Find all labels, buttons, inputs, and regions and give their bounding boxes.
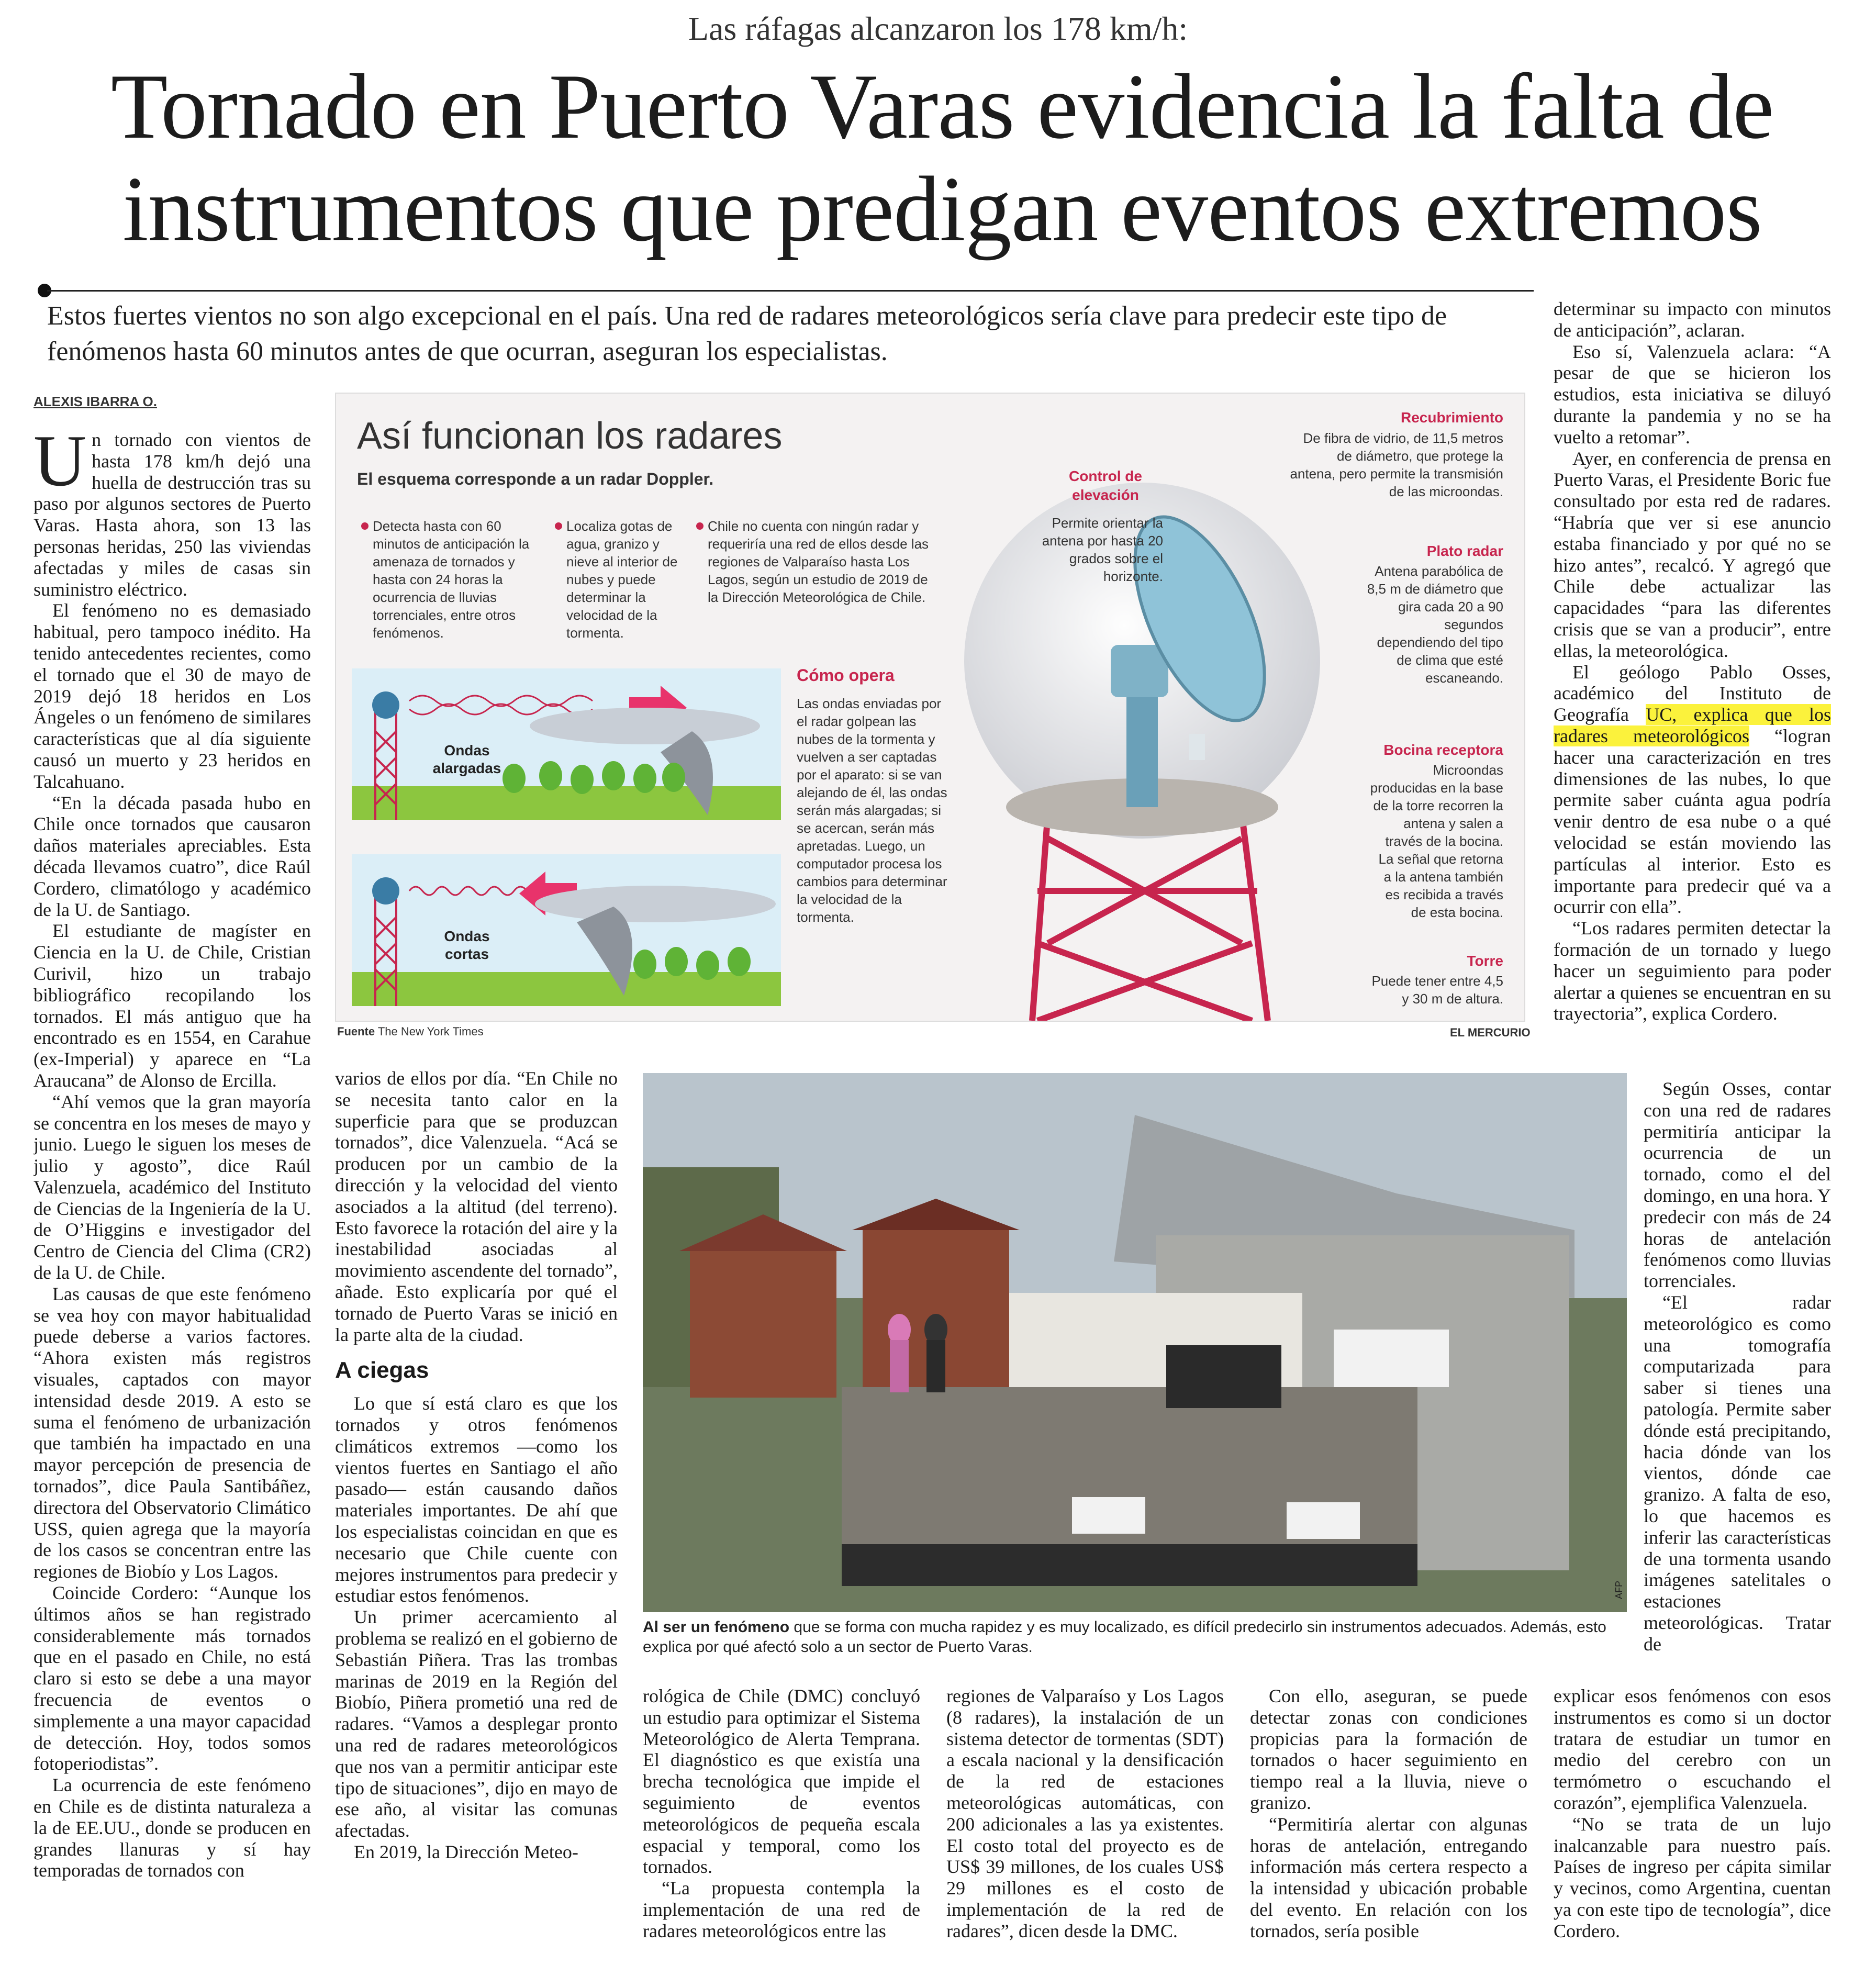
tornado-photo [643,1073,1627,1612]
paragraph-4: En 2019, la Dirección Meteo- [354,1841,578,1862]
paragraph-2: Eso sí, Valenzuela aclara: “A pesar de que se hicieron los estudios, esta iniciativa se diluyó durante la pandemia y no se ha vuelto a retomar”. [1554,341,1831,448]
paragraph-1: Con ello, aseguran, se puede detectar zonas con condiciones propicias para la formación de tornados o hacer seguimiento en tiempo real a la lluvia, nieve o granizo. [1250,1685,1527,1813]
torre-title: Torre [1467,953,1503,969]
paragraph-1: Un tornado con vientos de hasta 178 km/h dejó una huella de destrucción tras su paso por algunos sectores de Puerto Varas. Hasta ahora, son 13 las personas heridas, 250 las viviendas afectadas y miles de casas sin suministro eléctrico. [34,429,311,600]
paragraph-2: “No se trata de un lujo inalcanzable para nuestro país. Países de ingreso per cápita similar y vecinos, como Argentina, cuentan ya con este tipo de tecnología”, dice Cordero. [1554,1813,1831,1941]
paragraph-3: Un primer acercamiento al problema se realizó en el gobierno de Sebastián Piñera. Tras las trombas marinas de 2019 en la Región del Biobío, Piñera prometió una red de radares. “Vamos a desplegar pronto una red de radares meteorológicos que nos van a permitir anticipar este tipo de situaciones”, dijo en mayo de ese año, al visitar las comunas afectadas. [335,1606,618,1841]
wave-panel-short [352,854,781,1006]
paragraph-1: Según Osses, contar con una red de radares permitiría anticipar la ocurrencia de un tornado, como el del domingo, en una hora. Y predecir con más de 24 horas de antelación fenómenos como lluvias torrenciales. [1644,1078,1831,1292]
bullet-dot-icon [555,522,562,530]
paragraph-4: El estudiante de magíster en Ciencia en la U. de Chile, Cristian Curivil, hizo un trabajo bibliográfico recopilando los tornados. El más antiguo que ha encontrado es en 1554, en Carahue (ex-Imperial) y aparece en “La Araucana” de Alonso de Ercilla. [34,920,311,1091]
paragraph-6: Las causas de que este fenómeno se vea hoy con mayor habitualidad puede deberse a varios factores. “Ahora existen más registros visuales, captados con mayor intensidad desde 2019. A esto se suma el fenómeno de urbanización que también ha impactado en una mayor percepción de presencia de tornados”, dice Paula Santibáñez, directora del Observatorio Climático USS, quien agrega que la mayoría de los casos se concentran entre las regiones de Biobío y Los Lagos. [34,1283,311,1582]
como-opera-text: Las ondas enviadas por el radar golpean las nubes de la tormenta y vuelven a ser captadas por el aparato: si se van alejando de él, las ondas serán más alargadas; si se acercan, serán más apretadas. Luego, un computador procesa los cambios para determinar la velocidad de la tormenta. [797,696,947,925]
como-opera-title: Cómo opera [797,666,895,685]
wave-panel-long [352,668,781,820]
infographic [335,393,1525,1022]
headline: Tornado en Puerto Varas evidencia la falta de instrumentos que predigan eventos extremos [110,54,1774,261]
column-2 [335,1068,618,1958]
recubrimiento-text: De fibra de vidrio, de 11,5 metros de diámetro, que protege la antena, pero permite la transmisión de las microondas. [1290,430,1503,499]
wave-short-illustration [352,854,781,1006]
paragraph-8: La ocurrencia de este fenómeno en Chile es de distinta naturaleza a la de EE.UU., donde se producen en grandes llanuras y sí hay temporadas de tornados con [34,1774,311,1881]
wave-long-illustration [352,668,781,820]
control-label-title: Control de elevación [1069,468,1142,503]
paragraph-2: “Permitiría alertar con algunas horas de antelación, entregando información más certera respecto a la intensidad y ubicación probable del evento. En relación con los tornados, sería posible [1250,1813,1527,1941]
infographic-title: Así funcionan los radares [357,415,783,457]
bullet-dot-icon [696,522,704,530]
infographic-source: Fuente The New York Times [337,1025,484,1038]
dropcap: U [34,429,87,501]
paragraph-2: “El radar meteorológico es como una tomografía computarizada para saber si tienes una patología. Permite saber dónde está precipitando, hacia dónde van los vientos, dónde cae granizo. A falta de eso, lo que hacemos es inferir las características de una tormenta usando imágenes satelitales o estaciones meteorológicas. Tratar de [1644,1291,1831,1655]
column-4 [946,1685,1224,1958]
bocina-text: Microondas producidas en la base de la torre recorren la antena y salen a través de la bocina. La señal que retorna a la antena también es recibida a través de esta bocina. [1370,762,1503,920]
bocina-title: Bocina receptora [1383,742,1503,758]
wave-short-label: Ondas cortas [444,928,490,962]
bullet-dot-icon [361,522,368,530]
paragraph-2: Lo que sí está claro es que los tornados y otros fenómenos climáticos extremos —como los vientos fuertes en Santiago el año pasado— están causando daños materiales importantes. De ahí que los especialistas coincidan en que es necesario que Chile cuente con mejores instrumentos para predecir y estudiar estos fenómenos. [335,1393,618,1606]
photo-caption: Al ser un fenómeno que se forma con mucha rapidez y es muy localizado, es difícil predecirlo sin instrumentos adecuados. Además, esto explica por qué afectó solo a un sector de Puerto Varas. [643,1618,1606,1656]
column-3 [643,1685,920,1958]
column-6-bottom [1554,1685,1831,1958]
infographic-subtitle: El esquema corresponde a un radar Doppler. [357,470,714,488]
column-1 [34,429,311,1958]
bullet-3: Chile no cuenta con ningún radar y requeriría una red de ellos desde las regiones de Valparaíso hasta Los Lagos, según un estudio de 2019 de la Dirección Meteorológica de Chile. [708,517,938,606]
plato-radar-text: Antena parabólica de 8,5 m de diámetro que gira cada 20 a 90 segundos dependiendo del tipo de clima que esté escaneando. [1367,563,1503,686]
paragraph-4: El geólogo Pablo Osses, académico del Instituto de Geografía UC, explica que los radares meteorológicos “logran hacer una caracterización en tres dimensiones de las nubes, lo que permite saber cuánta agua podría venir dentro de esa nube o a qué velocidad se están moviendo las partículas al interior. Esto es importante para predecir qué va a ocurrir con ella”. [1554,661,1831,918]
paragraph-2: “La propuesta contempla la implementación de una red de radares meteorológicos entre las [643,1878,920,1941]
kicker: Las ráfagas alcanzaron los 178 km/h: [688,10,1188,47]
damaged-house-photo [643,1073,1627,1612]
photo-agency: AFP [1614,1581,1624,1600]
wave-long-label: Ondas alargadas [432,742,501,776]
bullet-2: Localiza gotas de agua, granizo y nieve al interior de nubes y puede determinar la velocidad de la tormenta. [566,517,687,642]
rule-line [47,290,1534,292]
torre-text: Puede tener entre 4,5 y 30 m de altura. [1371,973,1503,1007]
paragraph-3: “En la década pasada hubo en Chile once tornados que causaron daños materiales apreciables. Esta década llevamos cuatro”, dice Raúl Cordero, climatólogo y académico de la U. de Santiago. [34,792,311,920]
paragraph-1: regiones de Valparaíso y Los Lagos (8 radares), la instalación de un sistema detector de tormentas (SDT) a escala nacional y la densificación de la red de estaciones meteorológicas automáticas, con 200 adicionales a las ya existentes. El costo total del proyecto es de US$ 39 millones, de los cuales US$ 29 millones es el costo de implementación de la red de radares”, dicen desde la DMC. [946,1685,1224,1941]
byline: ALEXIS IBARRA O. [34,394,157,409]
paragraph-1: explicar esos fenómenos con esos instrumentos es como si un doctor tratara de estudiar un tumor en medio del cerebro con un termómetro o escuchando el corazón”, ejemplifica Valenzuela. [1554,1685,1831,1813]
paragraph-5: “Ahí vemos que la gran mayoría se concentra en los meses de mayo y junio. Luego le siguen los meses de julio y agosto”, dice Raúl Valenzuela, académico del Instituto de Ciencias de la Ingeniería de la U. de O’Higgins e investigador del Centro de Ciencia del Clima (CR2) de la U. de Chile. [34,1091,311,1283]
subhead: A ciegas [335,1357,429,1383]
control-label-text: Permite orientar la antena por hasta 20 grados sobre el horizonte. [1042,515,1163,584]
bullet-1: Detecta hasta con 60 minutos de anticipación la amenaza de tornados y hasta con 24 horas la ocurrencia de lluvias torrenciales, entre otros fenómenos. [373,517,545,642]
paragraph-1: varios de ellos por día. “En Chile no se necesita tanto calor en la superficie para que se produzcan tornados”, dice Valenzuela. “Acá se producen por un cambio de la dirección y la velocidad del viento asociados a la altitud (del terreno). Esto favorece la rotación del aire y la inestabilidad asociadas al movimiento ascendente del tornado”, añade. Esto explicaría por qué el tornado de Puerto Varas se inició en la parte alta de la ciudad. [335,1068,618,1345]
paragraph-1: rológica de Chile (DMC) concluyó un estudio para optimizar el Sistema Meteorológico de Alerta Temprana. El diagnóstico es que existía una brecha tecnológica que impide el seguimiento de eventos meteorológicos de pequeña escala espacial y temporal, como los tornados. [643,1685,920,1878]
paragraph-2: El fenómeno no es demasiado habitual, pero tampoco inédito. Ha tenido antecedentes recientes, como el tornado que el 30 de mayo de 2019 dejó 18 heridos en Los Ángeles o un fenómeno de similares características que al día siguiente causó un muerto y 23 heridos en Talcahuano. [34,600,311,792]
deck: Estos fuertes vientos no son algo excepcional en el país. Una red de radares meteorológicos sería clave para predecir este tipo de fenómenos hasta 60 minutos antes de que ocurran, aseguran los especialistas. [47,301,1447,366]
highlighted-text: UC, explica que los radares meteorológicos [1554,704,1831,746]
paragraph-3: Ayer, en conferencia de prensa en Puerto Varas, el Presidente Boric fue consultado por esta red de radares. “Habría que ver si ese anuncio estaba financiado y por qué no se hizo antes”, recalcó. Y agregó que Chile debe actualizar las capacidades “para las diferentes crisis que se van a producir”, entre ellas, la meteorológica. [1554,448,1831,661]
plato-radar-title: Plato radar [1426,543,1503,559]
recubrimiento-title: Recubrimiento [1400,409,1503,426]
paragraph-7: Coincide Cordero: “Aunque los últimos años se han registrado considerablemente más tornados que en el pasado en Chile, no está claro si esto se debe a una mayor frecuencia de eventos o simplemente a una mayor capacidad de detección. Hoy, todos somos fotoperiodistas”. [34,1582,311,1774]
paragraph-1: determinar su impacto con minutos de anticipación”, aclaran. [1554,298,1831,341]
column-6 [1554,298,1831,1078]
infographic-credit: EL MERCURIO [1450,1026,1531,1039]
paragraph-5: “Los radares permiten detectar la formación de un tornado y luego hacer un seguimiento para poder alertar a quienes se encuentran en su trayectoria”, explica Cordero. [1554,918,1831,1024]
column-6-narrow [1644,1078,1831,1685]
column-5 [1250,1685,1527,1958]
